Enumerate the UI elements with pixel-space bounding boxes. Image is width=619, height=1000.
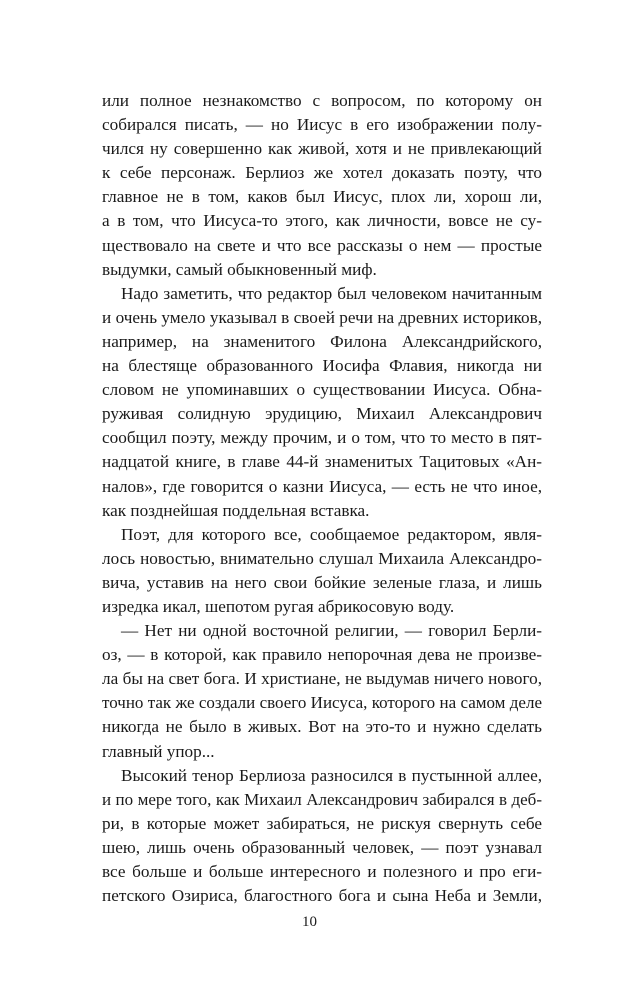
text-line: а в том, что Иисуса-то этого, как личности, вовсе не су- bbox=[102, 211, 542, 231]
text-line: сообщил поэту, между прочим, и о том, что то место в пят- bbox=[102, 428, 542, 448]
text-line: главный упор... bbox=[102, 741, 215, 761]
text-line: лось новостью, внимательно слушал Михаила Александро- bbox=[102, 548, 542, 568]
text-line: налов», где говорится о казни Иисуса, — есть не что иное, bbox=[102, 476, 542, 496]
text-line: словом не упоминавших о существовании Иисуса. Обна- bbox=[102, 380, 542, 400]
text-line: шею, лишь очень образованный человек, — поэт узнавал bbox=[102, 837, 542, 857]
text-line: собирался писать, — но Иисус в его изображении полу- bbox=[102, 115, 542, 135]
text-line: надцатой книге, в главе 44-й знаменитых Тацитовых «Ан- bbox=[102, 452, 542, 472]
text-line: и по мере того, как Михаил Александрович забирался в деб- bbox=[102, 789, 542, 809]
text-line: все больше и больше интересного и полезного и про еги- bbox=[102, 862, 542, 881]
text-line: — Нет ни одной восточной религии, — говорил Берли- bbox=[121, 621, 542, 641]
text-line: Поэт, для которого все, сообщаемое редактором, явля- bbox=[121, 524, 542, 544]
text-line: чился ну совершенно как живой, хотя и не привлекающий bbox=[102, 139, 542, 159]
text-line: например, на знаменитого Филона Александрийского, bbox=[102, 331, 542, 351]
text-line: оз, — в которой, как правило непорочная дева не произве- bbox=[102, 645, 542, 665]
text-line: ла бы на свет бога. И христиане, не выдумав ничего нового, bbox=[102, 669, 542, 689]
text-line: выдумки, самый обыкновенный миф. bbox=[102, 259, 377, 279]
text-line: к себе персонаж. Берлиоз же хотел доказать поэту, что bbox=[102, 163, 542, 183]
body-text bbox=[102, 89, 542, 908]
text-line: вича, уставив на него свои бойкие зеленые глаза, и лишь bbox=[102, 572, 542, 592]
page-number: 10 bbox=[302, 914, 317, 930]
text-line: никогда не было в живых. Вот на это-то и нужно сделать bbox=[102, 717, 542, 737]
text-line: ществовало на свете и что все рассказы о нем — простые bbox=[102, 235, 542, 255]
text-line: точно так же создали своего Иисуса, которого на самом деле bbox=[102, 693, 542, 713]
text-line: изредка икал, шепотом ругая абрикосовую воду. bbox=[102, 596, 455, 616]
text-line: и очень умело указывал в своей речи на древних историков, bbox=[102, 307, 542, 327]
text-line: как позднейшая поддельная вставка. bbox=[102, 500, 370, 520]
text-line: ри, в которые может забираться, не рискуя свернуть себе bbox=[102, 813, 542, 833]
text-line: петского Озириса, благостного бога и сына Неба и Земли, bbox=[102, 886, 542, 906]
text-line: руживая солидную эрудицию, Михаил Александрович bbox=[102, 404, 542, 424]
text-line: главное не в том, каков был Иисус, плох ли, хорош ли, bbox=[102, 187, 542, 207]
text-line: или полное незнакомство с вопросом, по которому он bbox=[102, 91, 542, 110]
text-line: Высокий тенор Берлиоза разносился в пустынной аллее, bbox=[121, 765, 542, 785]
text-line: на блестяще образованного Иосифа Флавия, никогда ни bbox=[102, 356, 542, 376]
text-line: Надо заметить, что редактор был человеком начитанным bbox=[121, 283, 542, 303]
